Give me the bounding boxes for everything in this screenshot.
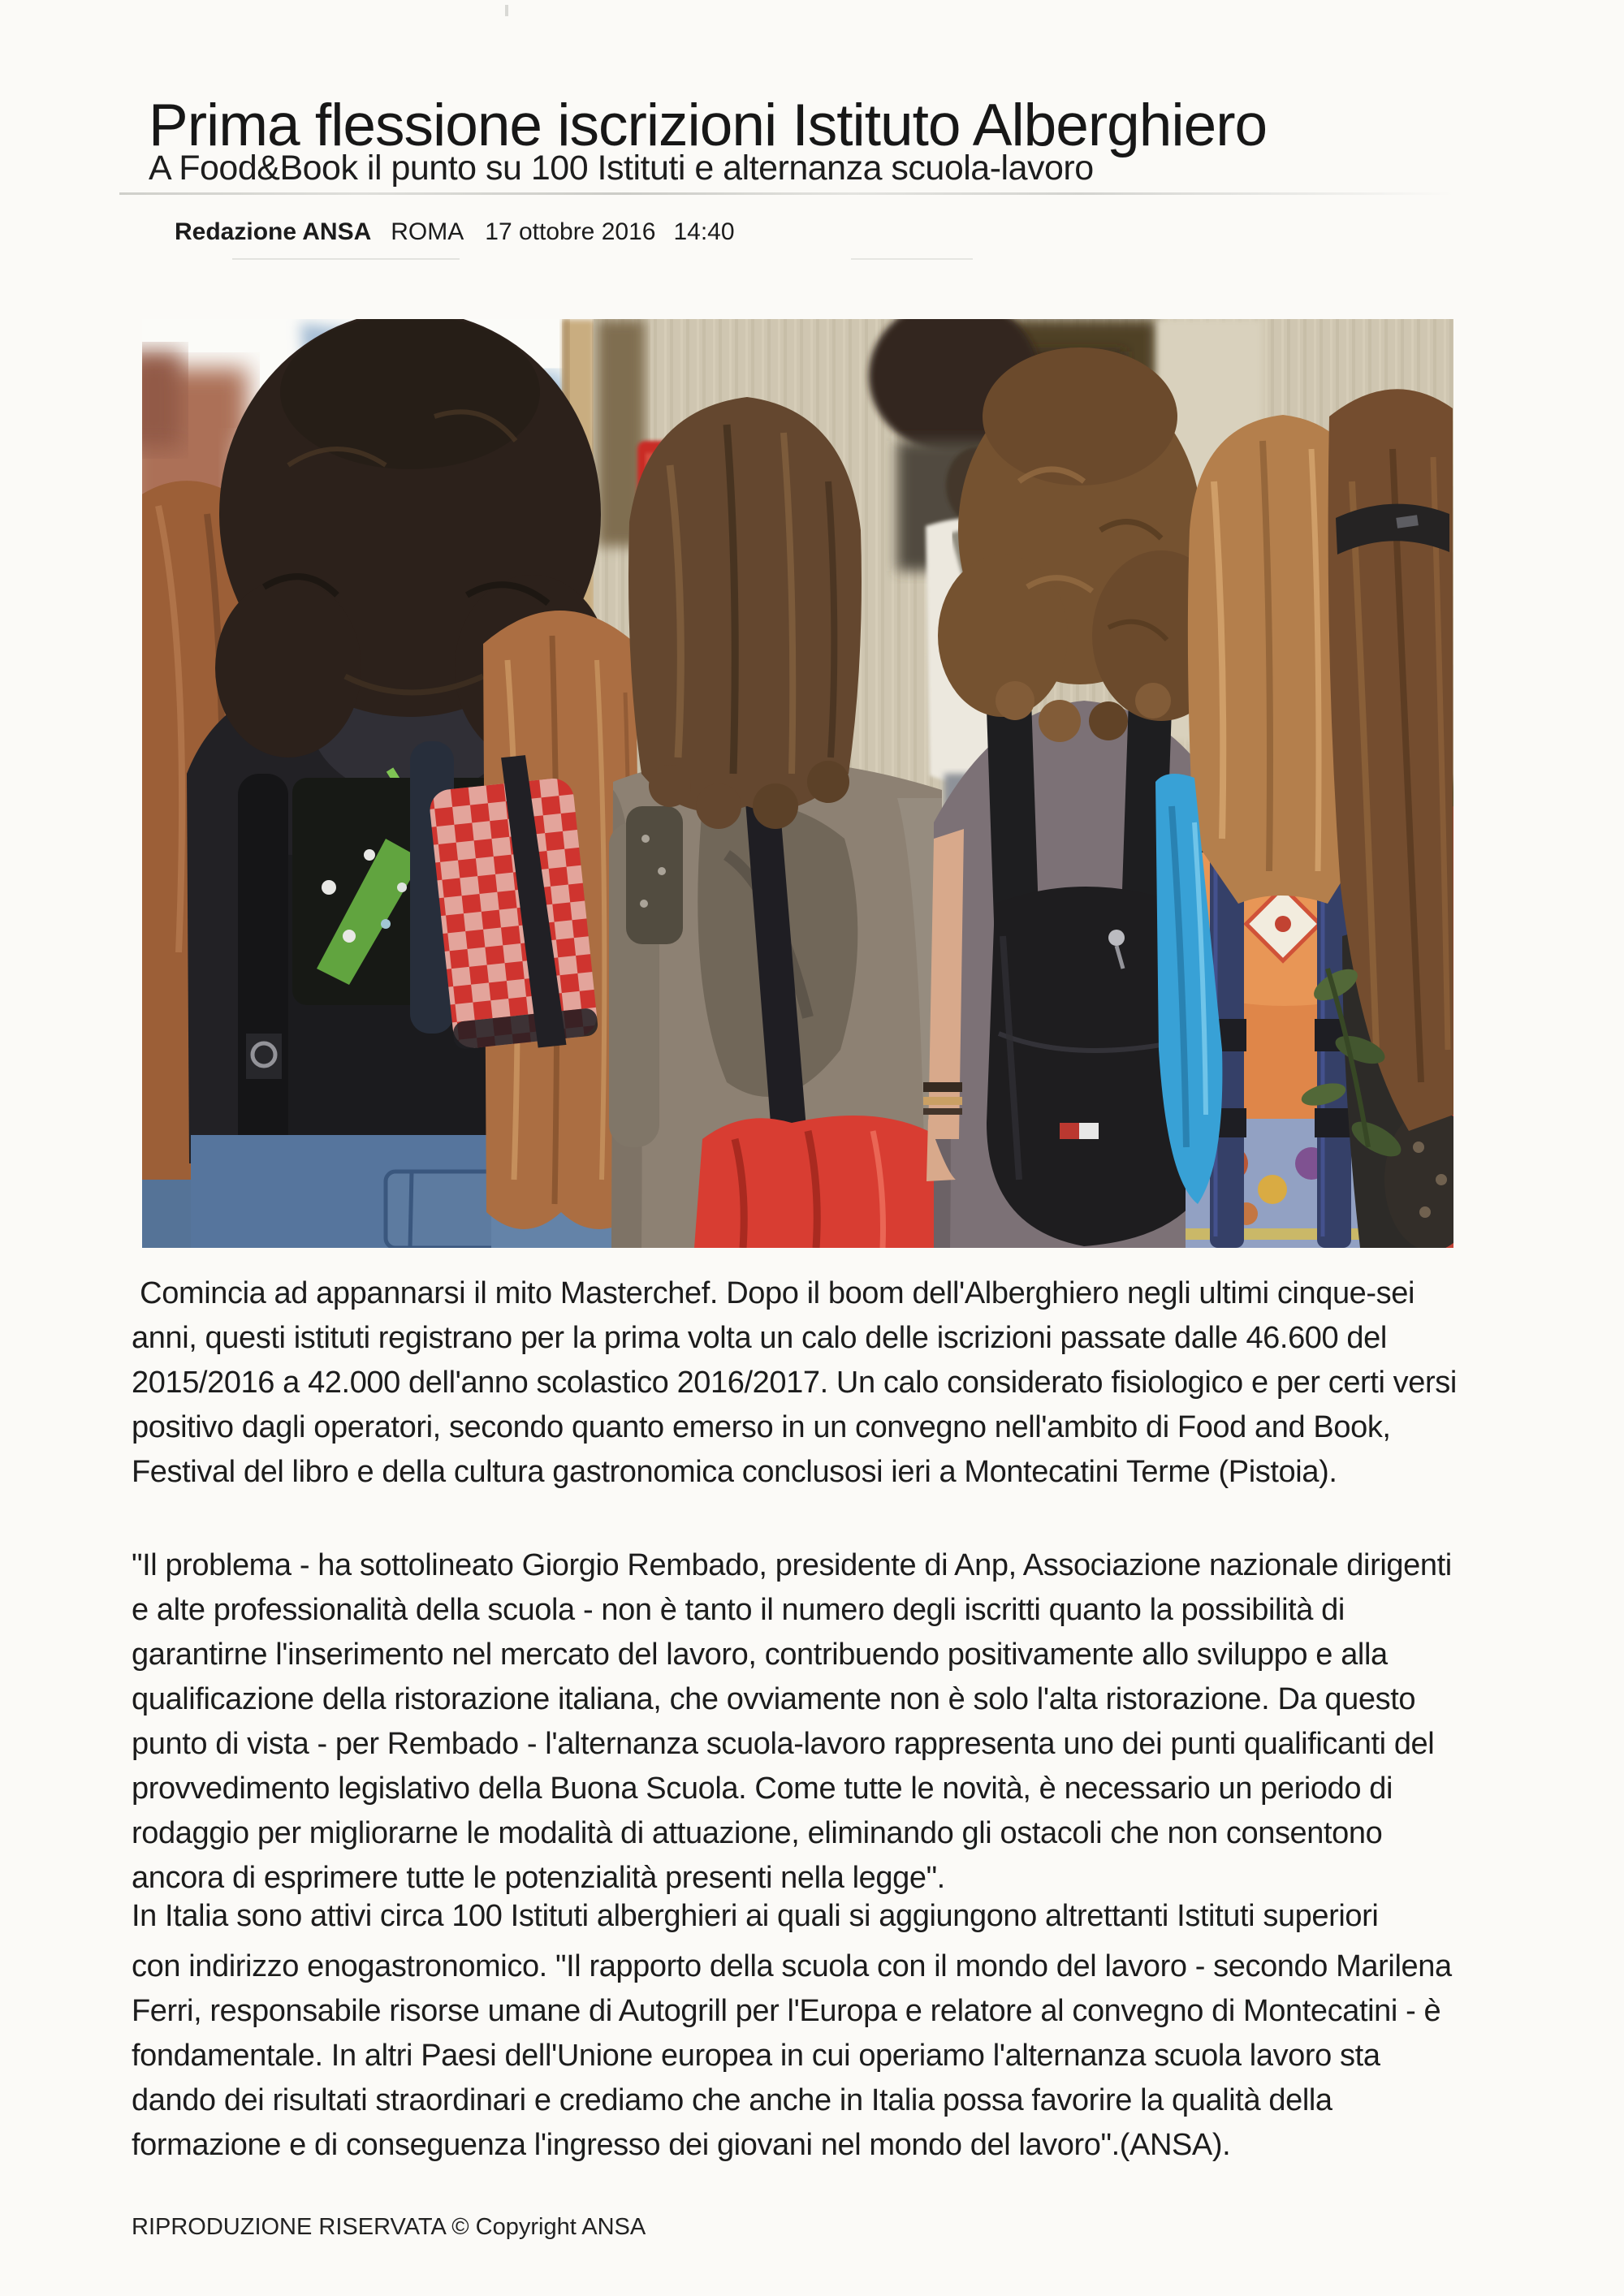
scan-artifact	[851, 258, 973, 260]
scan-artifact	[232, 258, 460, 260]
byline-location: ROMA	[391, 218, 464, 245]
divider-line	[119, 192, 1453, 195]
byline-author: Redazione ANSA	[175, 218, 372, 245]
paragraph: "Il problema - ha sottolineato Giorgio Rembado, presidente di Anp, Associazione nazionale dirigenti e alte professionalità della scuola - non è tanto il numero degli iscritti quanto la possibilità di garantirne l'inserimento nel mercato del lavoro, contribuendo positivamente allo sviluppo e alla qualificazione della ristorazione italiana, che ovviamente non è solo l'alta ristorazione. Da questo punto di vista - per Rembado - l'alternanza scuola-lavoro rappresenta uno dei punti qualificanti del provvedimento legislativo della Buona Scuola. Come tutte le novità, è necessario un periodo di rodaggio per migliorarne le modalità di attuazione, eliminando gli ostacoli che non consentono ancora di esprimere tutte le potenzialità presenti nella legge".	[132, 1548, 1460, 1895]
byline	[175, 218, 735, 246]
copyright-notice: RIPRODUZIONE RISERVATA © Copyright ANSA	[132, 2214, 646, 2240]
paragraph: In Italia sono attivi circa 100 Istituti alberghieri ai quali si aggiungono altrettanti Istituti superiori	[132, 1899, 1379, 1933]
article-title: Prima flessione iscrizioni Istituto Alberghiero	[149, 92, 1268, 158]
scan-artifact	[505, 5, 508, 16]
article-subtitle: A Food&Book il punto su 100 Istituti e alternanza scuola-lavoro	[149, 148, 1094, 188]
students-street-photo-illustration	[142, 319, 1453, 1248]
paragraph: Comincia ad appannarsi il mito Masterchef. Dopo il boom dell'Alberghiero negli ultimi cinque-sei anni, questi istituti registrano per la prima volta un calo delle iscrizioni passate dalle 46.600 del 2015/2016 a 42.000 dell'anno scolastico 2016/2017. Un calo considerato fisiologico e per certi versi positivo dagli operatori, secondo quanto emerso in un convegno nell'ambito di Food and Book, Festival del libro e della cultura gastronomica conclusosi ieri a Montecatini Terme (Pistoia).	[132, 1276, 1466, 1489]
byline-date: 17 ottobre 2016	[485, 218, 656, 245]
paragraph: con indirizzo enogastronomico. "Il rapporto della scuola con il mondo del lavoro - secondo Marilena Ferri, responsabile risorse umane di Autogrill per l'Europa e relatore al convegno di Montecatini - è fondamentale. In altri Paesi dell'Unione europea in cui operiamo l'alternanza scuola lavoro sta dando dei risultati straordinari e crediamo che anche in Italia possa favorire la qualità della formazione e di conseguenza l'ingresso dei giovani nel mondo del lavoro".(ANSA).	[132, 1949, 1460, 2162]
article-photo	[142, 319, 1453, 1248]
byline-time: 14:40	[673, 218, 735, 245]
